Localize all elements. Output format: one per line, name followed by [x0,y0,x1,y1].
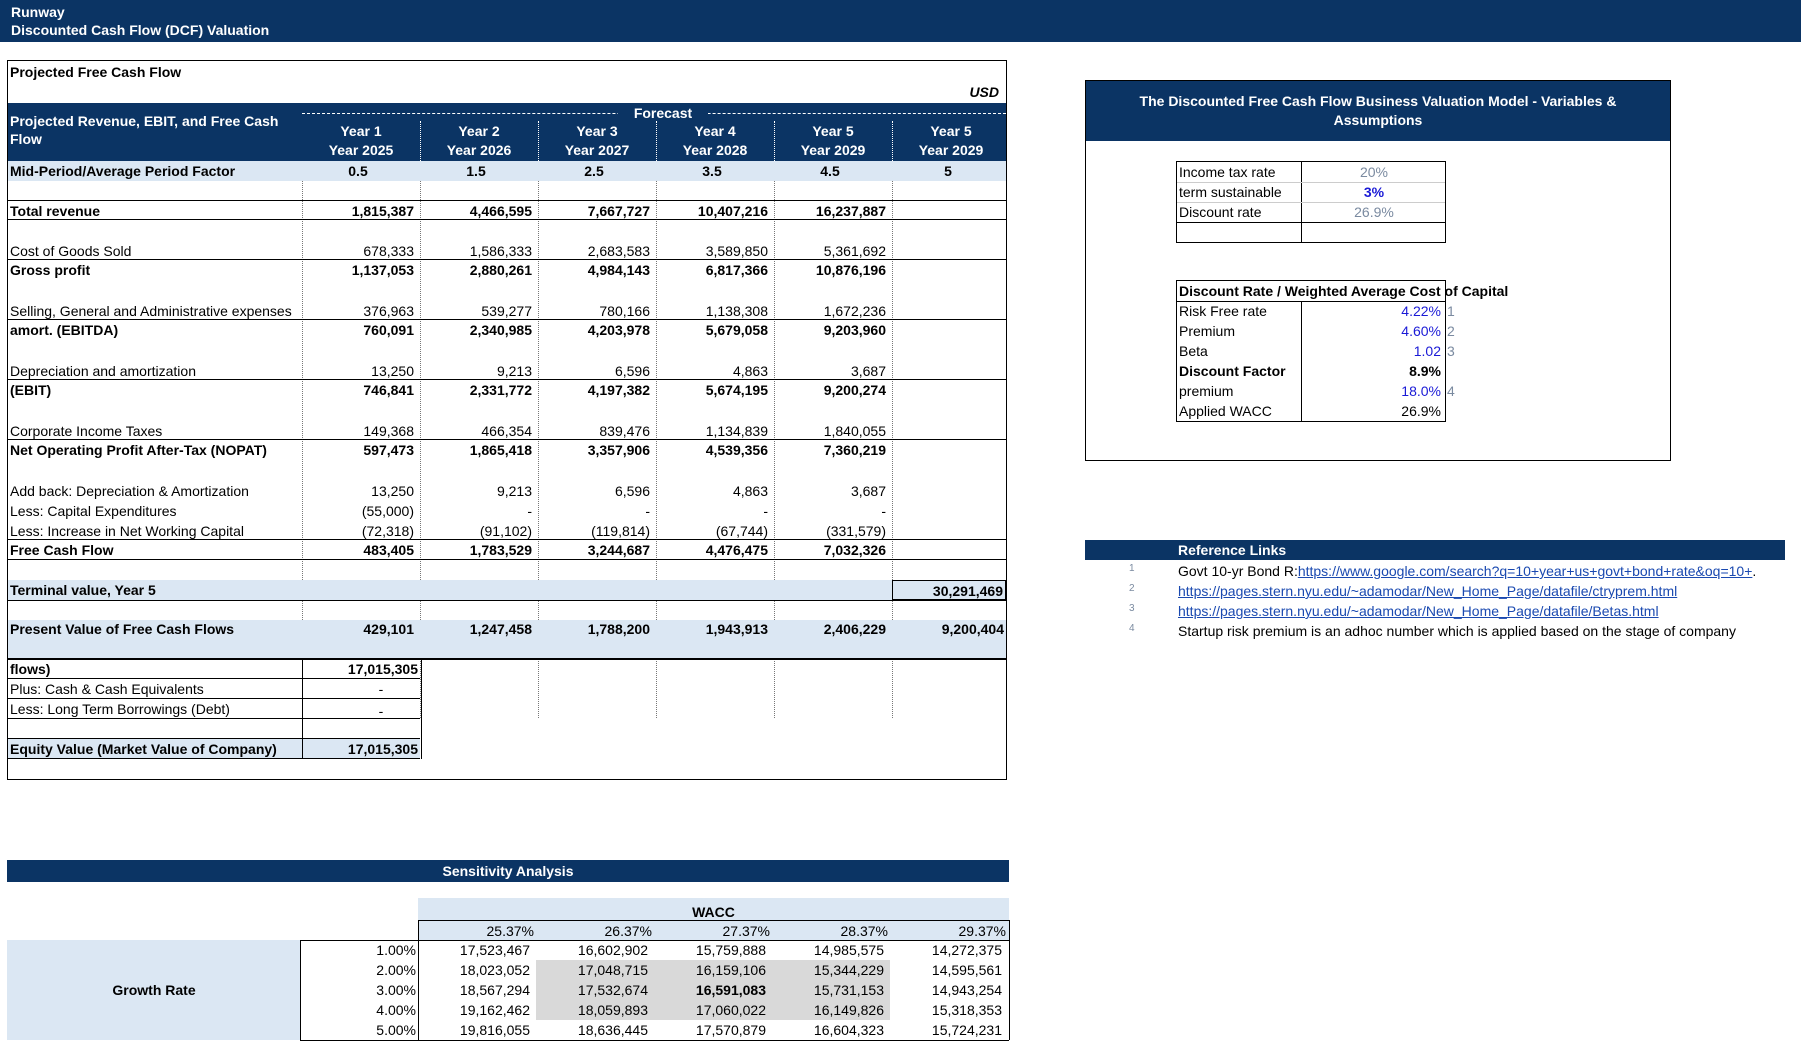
cell-taxes: 839,476 [599,423,650,439]
sensitivity-cell: 18,567,294 [459,982,530,998]
cell-capex: - [881,503,886,519]
sensitivity-cell: 19,162,462 [459,1002,530,1018]
growth-value: 4.00% [376,1002,416,1018]
wacc-row-label: Premium [1179,323,1236,339]
growth-value[interactable]: 3% [1363,184,1385,200]
row-border [8,319,1006,320]
wacc-row-note: 2 [1447,323,1455,339]
reference-number: 1 [1129,563,1135,574]
cell-ebitda: 9,203,960 [823,322,886,338]
cell-addback: 4,863 [732,483,768,499]
row-label-da: Depreciation and amortization [10,363,196,379]
assumptions-title: The Discounted Free Cash Flow Business Valuation Model - Variables & Assumptions [1086,81,1670,141]
flows-value: 17,015,305 [347,661,418,677]
cell-ebit: 9,200,274 [823,382,886,398]
wacc-row-value[interactable]: 18.0% [1401,383,1441,399]
sensitivity-cell: 14,985,575 [813,942,884,958]
income-tax-value[interactable]: 20% [1359,164,1389,180]
equity-label: Equity Value (Market Value of Company) [10,741,277,757]
row-label-period-factor: Mid-Period/Average Period Factor [10,163,236,179]
cell-ebit: 746,841 [363,382,414,398]
cell-ebitda: 760,091 [363,322,414,338]
cell-fcf: 483,405 [363,542,414,558]
row-label-taxes: Corporate Income Taxes [10,423,163,439]
column-divider [538,121,539,161]
cell-addback: 3,687 [850,483,886,499]
wacc-row-value[interactable]: 4.60% [1401,323,1441,339]
row-border [8,379,1006,380]
reference-links-title: Reference Links [1085,540,1785,560]
title-banner [0,0,1801,42]
cell-nwc: (91,102) [479,523,532,539]
row-border [8,259,1006,260]
sensitivity-cell: 16,591,083 [695,982,766,998]
terminal-label: Terminal value, Year 5 [10,582,156,598]
wacc-row-note: 3 [1447,343,1455,359]
cell-period-factor: 1.5 [466,163,486,179]
reference-item [1178,621,1785,641]
cell-nopat: 3,357,906 [587,442,650,458]
cell-ebit: 4,197,382 [587,382,650,398]
cell-capex: - [645,503,650,519]
cell-cogs: 678,333 [363,243,414,259]
wacc-value: 26.37% [604,923,652,939]
cell-cogs: 5,361,692 [823,243,886,259]
row-border [8,539,1006,540]
cell-period-factor: 5 [944,163,952,179]
wacc-row-label: Beta [1179,343,1208,359]
cell-gross-profit: 6,817,366 [705,262,768,278]
row-label-fcf: Free Cash Flow [10,542,114,558]
cell-pv: 2,406,229 [823,621,886,637]
wacc-row-label: Discount Factor [1179,363,1286,379]
year-label: Year 1 [340,123,382,139]
wacc-value: 25.37% [486,923,534,939]
cell-ebitda: 5,679,058 [705,322,768,338]
row-border [8,439,1006,440]
sensitivity-cell: 16,149,826 [813,1002,884,1018]
cell-total-revenue: 7,667,727 [587,203,650,219]
year-label: Year 5 [930,123,972,139]
cell-cogs: 2,683,583 [587,243,650,259]
cell-period-factor: 3.5 [702,163,722,179]
sensitivity-cell: 15,731,153 [813,982,884,998]
sensitivity-cell: 15,759,888 [695,942,766,958]
cell-da: 4,863 [732,363,768,379]
cell-pv: 9,200,404 [941,621,1004,637]
cell-cogs: 1,586,333 [469,243,532,259]
wacc-value: 27.37% [722,923,770,939]
cell-nopat: 7,360,219 [823,442,886,458]
row-border [8,559,1006,560]
income-tax-label: Income tax rate [1179,164,1276,180]
sensitivity-cell: 15,318,353 [931,1002,1002,1018]
cell-da: 6,596 [614,363,650,379]
reference-number: 3 [1129,603,1135,614]
cell-period-factor: 0.5 [348,163,368,179]
wacc-row-value[interactable]: 1.02 [1413,343,1441,359]
cell-period-factor: 4.5 [820,163,840,179]
sensitivity-cell: 17,060,022 [695,1002,766,1018]
cell-fcf: 4,476,475 [705,542,768,558]
fcf-table [7,60,1007,780]
sensitivity-cell: 18,059,893 [577,1002,648,1018]
year-value: Year 2029 [800,142,866,158]
cell-total-revenue: 16,237,887 [815,203,886,219]
key-assumptions-box [1176,161,1446,243]
divider [1301,301,1302,421]
sensitivity-cell: 19,816,055 [459,1022,530,1038]
discount-value: 26.9% [1354,204,1394,220]
wacc-row-label: Risk Free rate [1179,303,1267,319]
year-value: Year 2029 [918,142,984,158]
divider [300,1040,1009,1041]
cell-pv: 429,101 [363,621,414,637]
reference-text: Govt 10-yr Bond R: [1178,563,1298,579]
cell-nopat: 4,539,356 [705,442,768,458]
cell-pv: 1,943,913 [705,621,768,637]
assumptions-panel [1085,80,1671,461]
sensitivity-cell: 17,570,879 [695,1022,766,1038]
year-value: Year 2027 [564,142,630,158]
cell-gross-profit: 10,876,196 [815,262,886,278]
cell-ebitda: 2,340,985 [469,322,532,338]
cell-capex: - [527,503,532,519]
equity-value: 17,015,305 [347,741,418,757]
year-value: Year 2026 [446,142,512,158]
cell-sga: 1,138,308 [705,303,768,319]
wacc-header: WACC [692,904,735,920]
wacc-row-value: 8.9% [1409,363,1441,379]
sensitivity-cell: 15,724,231 [931,1022,1002,1038]
row-border [8,219,1006,220]
reference-number: 4 [1129,623,1135,634]
wacc-row-note [1447,401,1467,421]
divider [1177,222,1445,223]
row-label-total-revenue: Total revenue [10,203,100,219]
reference-links [1085,540,1785,650]
reference-number: 2 [1129,583,1135,594]
cell-gross-profit: 2,880,261 [469,262,532,278]
cell-sga: 780,166 [599,303,650,319]
cell-nwc: (72,318) [361,523,414,539]
reference-item [1178,561,1785,581]
pv-label: Present Value of Free Cash Flows [10,621,235,637]
growth-label: term sustainable [1179,184,1282,200]
year-value: Year 2028 [682,142,748,158]
reference-text: Startup risk premium is an adhoc number which is applied based on the stage of company [1178,623,1736,639]
currency-label: USD [969,84,999,100]
cell-nwc: (119,814) [591,523,650,539]
row-label-ebitda: amort. (EBITDA) [10,322,119,338]
cell-sga: 1,672,236 [823,303,886,319]
reference-link[interactable]: https://pages.stern.nyu.edu/~adamodar/New_Home_Page/datafile/ctryprem.html [1178,583,1678,599]
growth-value: 5.00% [376,1022,416,1038]
cell-gross-profit: 4,984,143 [587,262,650,278]
cell-addback: 13,250 [371,483,414,499]
wacc-value: 28.37% [840,923,888,939]
year-label: Year 2 [458,123,500,139]
column-divider [420,121,421,161]
cell-taxes: 1,134,839 [705,423,768,439]
sensitivity-cell: 18,023,052 [459,962,530,978]
reference-item [1178,581,1785,601]
cell-ebit: 5,674,195 [705,382,768,398]
reference-link[interactable]: https://pages.stern.nyu.edu/~adamodar/New_Home_Page/datafile/Betas.html [1178,603,1659,619]
year-label: Year 3 [576,123,618,139]
row-label-nopat: Net Operating Profit After-Tax (NOPAT) [10,442,267,458]
cell-fcf: 1,783,529 [469,542,532,558]
divider [1177,202,1445,203]
cash-value: - [378,681,384,697]
wacc-row-note: 4 [1447,383,1455,399]
cell-taxes: 149,368 [363,423,414,439]
wacc-row-value[interactable]: 4.22% [1401,303,1441,319]
year-label: Year 5 [812,123,854,139]
cell-sga: 539,277 [481,303,532,319]
wacc-row-value: 26.9% [1401,403,1441,419]
cell-period-factor: 2.5 [584,163,604,179]
sensitivity-cell: 17,532,674 [577,982,648,998]
block-title: Projected Revenue, EBIT, and Free Cash Flow [10,113,279,147]
column-divider [892,121,893,161]
cell-taxes: 466,354 [481,423,532,439]
cell-gross-profit: 1,137,053 [351,262,414,278]
cell-pv: 1,788,200 [587,621,650,637]
sensitivity-cell: 14,272,375 [931,942,1002,958]
sensitivity-cell: 16,159,106 [695,962,766,978]
cell-sga: 376,963 [363,303,414,319]
row-label-gross-profit: Gross profit [10,262,91,278]
wacc-row-label: premium [1179,383,1234,399]
table-title: Projected Free Cash Flow [10,64,182,80]
cell-capex: (55,000) [361,503,414,519]
row-label-ebit: (EBIT) [10,382,52,398]
forecast-label: Forecast [618,104,708,122]
sensitivity-cell: 17,048,715 [577,962,648,978]
cell-fcf: 3,244,687 [587,542,650,558]
cell-da: 9,213 [496,363,532,379]
growth-value: 3.00% [376,982,416,998]
column-divider [774,121,775,161]
year-value: Year 2025 [328,142,394,158]
cell-nopat: 597,473 [363,442,414,458]
cell-nwc: (67,744) [715,523,768,539]
sensitivity-title: Sensitivity Analysis [7,860,1009,882]
debt-label: Less: Long Term Borrowings (Debt) [10,701,230,717]
flows-label: flows) [10,661,51,677]
reference-suffix: . [1752,563,1757,579]
cell-ebit: 2,331,772 [469,382,532,398]
row-label-cogs: Cost of Goods Sold [10,243,132,259]
wacc-row-label: Applied WACC [1179,403,1272,419]
sensitivity-cell: 14,595,561 [931,962,1002,978]
cell-total-revenue: 1,815,387 [351,203,414,219]
row-label-nwc: Less: Increase in Net Working Capital [10,523,244,539]
wacc-row-note: 1 [1447,303,1455,319]
reference-link[interactable]: https://www.google.com/search?q=10+year+us+govt+bond+rate&oq=10+ [1297,563,1753,579]
growth-value: 2.00% [376,962,416,978]
terminal-value: 30,291,469 [892,580,1006,600]
cell-nopat: 1,865,418 [469,442,532,458]
growth-header: Growth Rate [112,982,196,998]
sheet-title: Discounted Cash Flow (DCF) Valuation [11,22,270,38]
sensitivity-cell: 16,604,323 [813,1022,884,1038]
row-label-capex: Less: Capital Expenditures [10,503,177,519]
app-title: Runway [11,4,65,20]
wacc-box [1176,280,1509,422]
cell-fcf: 7,032,326 [823,542,886,558]
column-divider [656,121,657,161]
cell-da: 3,687 [850,363,886,379]
cell-cogs: 3,589,850 [705,243,768,259]
row-border [8,600,1006,601]
wacc-row-note [1447,361,1467,381]
cell-total-revenue: 10,407,216 [697,203,768,219]
cell-addback: 9,213 [496,483,532,499]
divider [418,920,1009,921]
cell-total-revenue: 4,466,595 [469,203,532,219]
summary-box [302,659,422,759]
growth-value: 1.00% [376,942,416,958]
year-label: Year 4 [694,123,736,139]
cash-label: Plus: Cash & Cash Equivalents [10,681,204,697]
debt-value: - [378,703,384,719]
wacc-title: Discount Rate / Weighted Average Cost of Capital [1179,283,1509,299]
cell-da: 13,250 [371,363,414,379]
cell-capex: - [763,503,768,519]
sensitivity-cell: 17,523,467 [459,942,530,958]
row-label-addback: Add back: Depreciation & Amortization [10,483,249,499]
cell-ebitda: 4,203,978 [587,322,650,338]
cell-addback: 6,596 [614,483,650,499]
sensitivity-cell: 15,344,229 [813,962,884,978]
sensitivity-cell: 18,636,445 [577,1022,648,1038]
reference-item [1178,601,1785,621]
sensitivity-cell: 16,602,902 [577,942,648,958]
cell-taxes: 1,840,055 [823,423,886,439]
wacc-value: 29.37% [958,923,1006,939]
row-border [8,200,1006,201]
divider [1177,182,1445,183]
row-label-sga: Selling, General and Administrative expenses [10,303,292,319]
cell-nwc: (331,579) [826,523,886,539]
discount-label: Discount rate [1179,204,1262,220]
sensitivity-cell: 14,943,254 [931,982,1002,998]
cell-pv: 1,247,458 [469,621,532,637]
